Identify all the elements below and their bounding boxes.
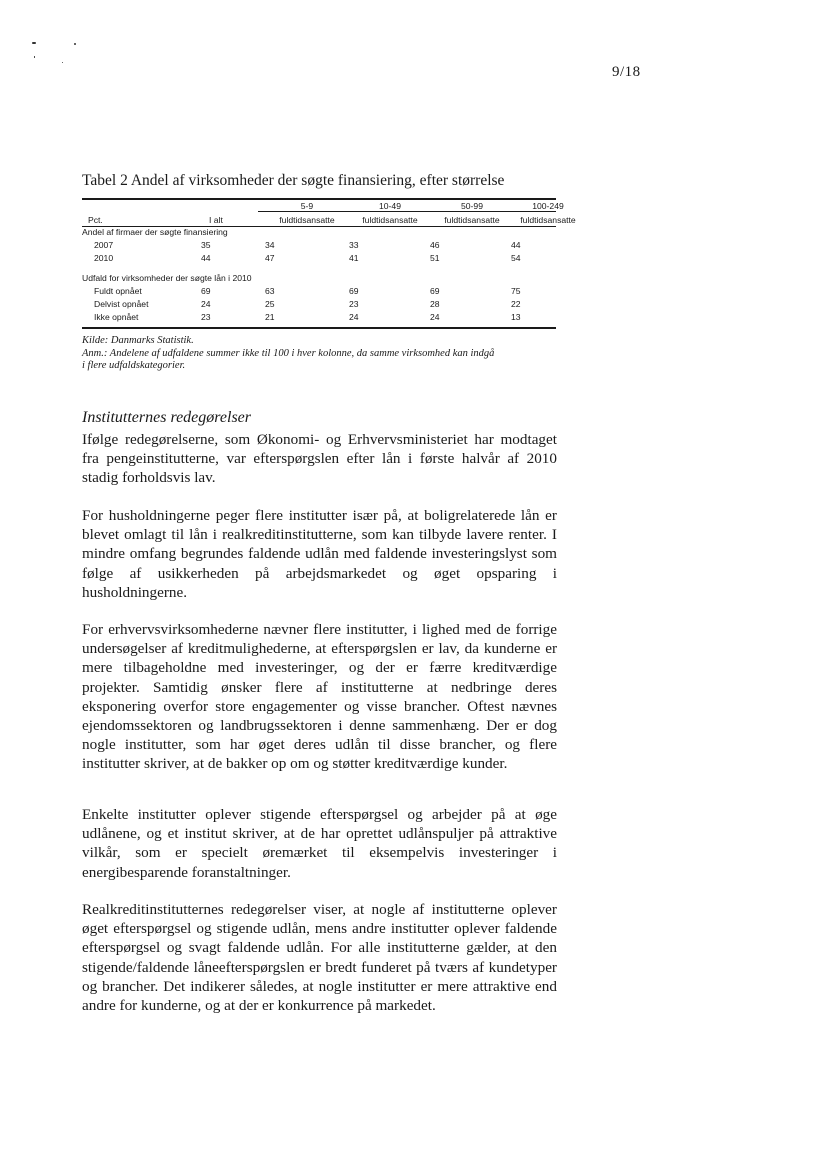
cell-50-99: 46 xyxy=(430,240,440,250)
cell-50-99: 51 xyxy=(430,253,440,263)
header-total: I alt xyxy=(209,215,223,225)
header-span-rule xyxy=(258,211,556,212)
row-label: 2010 xyxy=(94,253,114,263)
cell-100-249: 13 xyxy=(511,312,521,322)
table-source: Kilde: Danmarks Statistik. xyxy=(82,335,194,346)
cell-50-99: 69 xyxy=(430,286,440,296)
cell-5-9: 21 xyxy=(265,312,275,322)
table-notes xyxy=(82,335,562,373)
cell-10-49: 69 xyxy=(349,286,359,296)
cell-total: 24 xyxy=(201,299,211,309)
table-top-rule xyxy=(82,198,556,200)
scan-specks xyxy=(28,40,88,70)
table-title: Tabel 2 Andel af virksomheder der søgte finansiering, efter størrelse xyxy=(82,172,505,189)
row-label: Ikke opnået xyxy=(94,312,139,322)
header-size-5-9: 5-9 xyxy=(300,201,314,211)
cell-5-9: 25 xyxy=(265,299,275,309)
cell-100-249: 75 xyxy=(511,286,521,296)
header-pct: Pct. xyxy=(88,215,103,225)
paragraph-2: For husholdningerne peger flere institutter især på, at boligrelaterede lån er blevet omlagt til lån i realkreditinstitutterne, som kan tilbyde lavere renter. I mindre omfang begrundes faldende udlån med faldende investeringslyst som følge af usikkerheden på arbejdsmarkedet og øget opsparing i husholdningerne. xyxy=(82,507,557,601)
header-fte-4: fuldtidsansatte xyxy=(520,215,576,225)
section-heading: Institutternes redegørelser xyxy=(82,409,252,426)
row-label: Delvist opnået xyxy=(94,299,149,309)
header-size-50-99: 50-99 xyxy=(461,201,483,211)
cell-10-49: 24 xyxy=(349,312,359,322)
header-fte-3: fuldtidsansatte xyxy=(444,215,500,225)
cell-total: 44 xyxy=(201,253,211,263)
paragraph-5: Realkreditinstitutternes redegørelser viser, at nogle af institutterne oplever øget efterspørgsel og stigende udlån, mens andre institutter oplever faldende efterspørgsel og svagt faldende udlån. For alle institutterne gælder, at den stigende/faldende låneefterspørgslen er bredt funderet på tværs af kundetyper og brancher. Det indikerer således, at nogle institutter er mere attraktive end andre for kunderne, og at der er konkurrence på markedet. xyxy=(82,901,557,1015)
cell-50-99: 24 xyxy=(430,312,440,322)
cell-total: 69 xyxy=(201,286,211,296)
cell-total: 35 xyxy=(201,240,211,250)
cell-5-9: 63 xyxy=(265,286,275,296)
table-note-line-2: i flere udfaldskategorier. xyxy=(82,360,186,371)
cell-10-49: 41 xyxy=(349,253,359,263)
header-fte-2: fuldtidsansatte xyxy=(362,215,418,225)
header-size-100-249: 100-249 xyxy=(532,201,564,211)
row-label: 2007 xyxy=(94,240,114,250)
cell-5-9: 34 xyxy=(265,240,275,250)
section-label-sought-financing: Andel af firmaer der søgte finansiering xyxy=(82,227,228,237)
cell-10-49: 33 xyxy=(349,240,359,250)
cell-50-99: 28 xyxy=(430,299,440,309)
header-fte-1: fuldtidsansatte xyxy=(279,215,335,225)
paragraph-3: For erhvervsvirksomhederne nævner flere institutter, i lighed med de forrige undersøgelser af kreditmulighederne, at efterspørgslen er lav, da kunderne er mere tilbageholdne med investeringer, og der er færre kreditværdige projekter. Samtidig ønsker flere af institutterne at nedbringe deres eksponering overfor store engagementer og visse brancher. Oftest nævnes ejendomssektoren og landbrugssektoren i denne sammenhæng. Der er dog nogle institutter, som har øget deres udlån til disse brancher, og flere institutter skriver, at de bakker op om og støtter kreditværdige kunder. xyxy=(82,621,557,773)
cell-total: 23 xyxy=(201,312,211,322)
paragraph-4: Enkelte institutter oplever stigende efterspørgsel og arbejder på at øge udlånene, og et institut skriver, at de har oprettet udlånspuljer på attraktive vilkår, som er specielt øremærket til eksempelvis investeringer i energibesparende foranstaltninger. xyxy=(82,806,557,881)
page-number: 9/18 xyxy=(612,64,641,80)
cell-100-249: 22 xyxy=(511,299,521,309)
table-bottom-rule xyxy=(82,327,556,329)
cell-100-249: 54 xyxy=(511,253,521,263)
header-size-10-49: 10-49 xyxy=(379,201,401,211)
cell-10-49: 23 xyxy=(349,299,359,309)
row-label: Fuldt opnået xyxy=(94,286,142,296)
section-label-loan-outcome: Udfald for virksomheder der søgte lån i 2010 xyxy=(82,273,252,283)
table-note-line-1: Anm.: Andelene af udfaldene summer ikke til 100 i hver kolonne, da samme virksomhed kan indgå xyxy=(82,347,495,359)
cell-100-249: 44 xyxy=(511,240,521,250)
cell-5-9: 47 xyxy=(265,253,275,263)
paragraph-1: Ifølge redegørelserne, som Økonomi- og Erhvervsministeriet har modtaget fra pengeinstitutterne, var efterspørgslen efter lån i første halvår af 2010 stadig forholdsvis lav. xyxy=(82,431,557,487)
